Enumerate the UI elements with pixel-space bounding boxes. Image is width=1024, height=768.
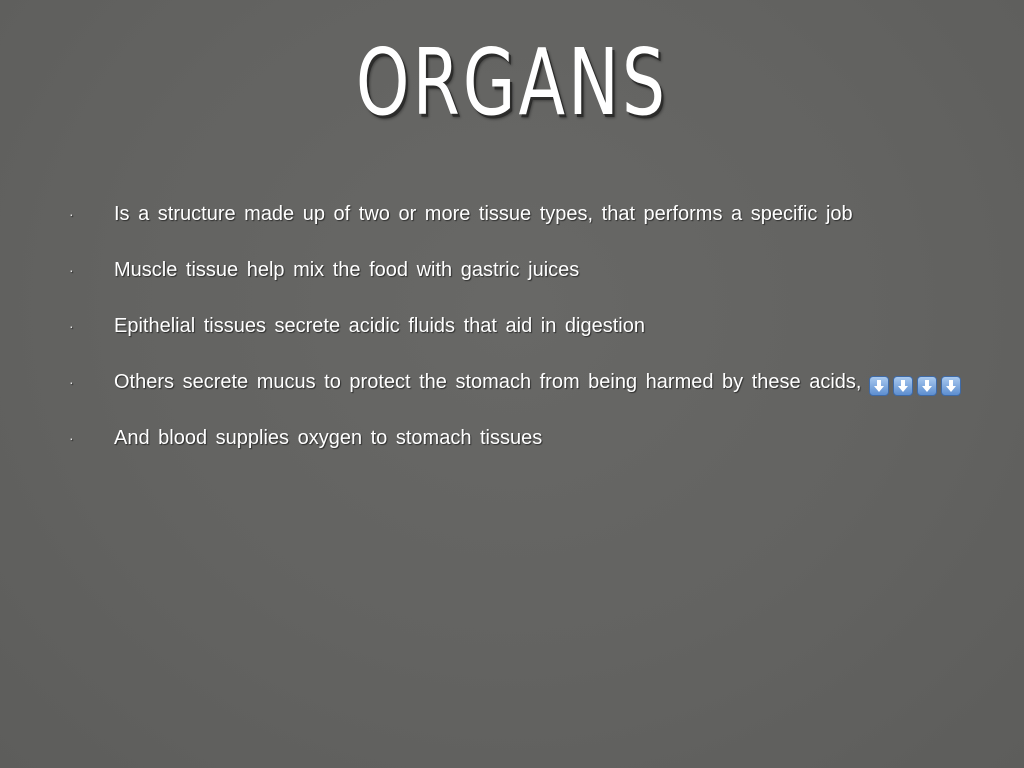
bullet-marker: ·	[69, 206, 74, 222]
bullet-text: Epithelial tissues secrete acidic fluids that aid in digestion	[114, 315, 645, 337]
bullet-item	[0, 364, 1024, 420]
bullet-text: Is a structure made up of two or more tissue types, that performs a specific job	[114, 203, 853, 225]
bullet-text: And blood supplies oxygen to stomach tissues	[114, 427, 543, 449]
arrow-icon-group	[869, 367, 965, 403]
down-arrow-icon	[893, 376, 913, 396]
slide-title: ORGANS	[355, 29, 669, 136]
bullet-marker: ·	[69, 262, 74, 278]
bullet-marker: ·	[69, 374, 74, 390]
bullet-item	[0, 196, 1024, 252]
down-arrow-icon	[869, 376, 889, 396]
bullet-text: Others secrete mucus to protect the stomach from being harmed by these acids,	[114, 371, 862, 393]
bullet-marker: ·	[69, 318, 74, 334]
bullet-item	[0, 420, 1024, 476]
bullet-item	[0, 308, 1024, 364]
down-arrow-icon	[917, 376, 937, 396]
bullet-text-with-icons	[114, 364, 965, 403]
bullet-text: Muscle tissue help mix the food with gastric juices	[114, 259, 580, 281]
bullet-item	[0, 252, 1024, 308]
bullet-list	[0, 196, 1024, 476]
bullet-marker: ·	[69, 430, 74, 446]
down-arrow-icon	[941, 376, 961, 396]
